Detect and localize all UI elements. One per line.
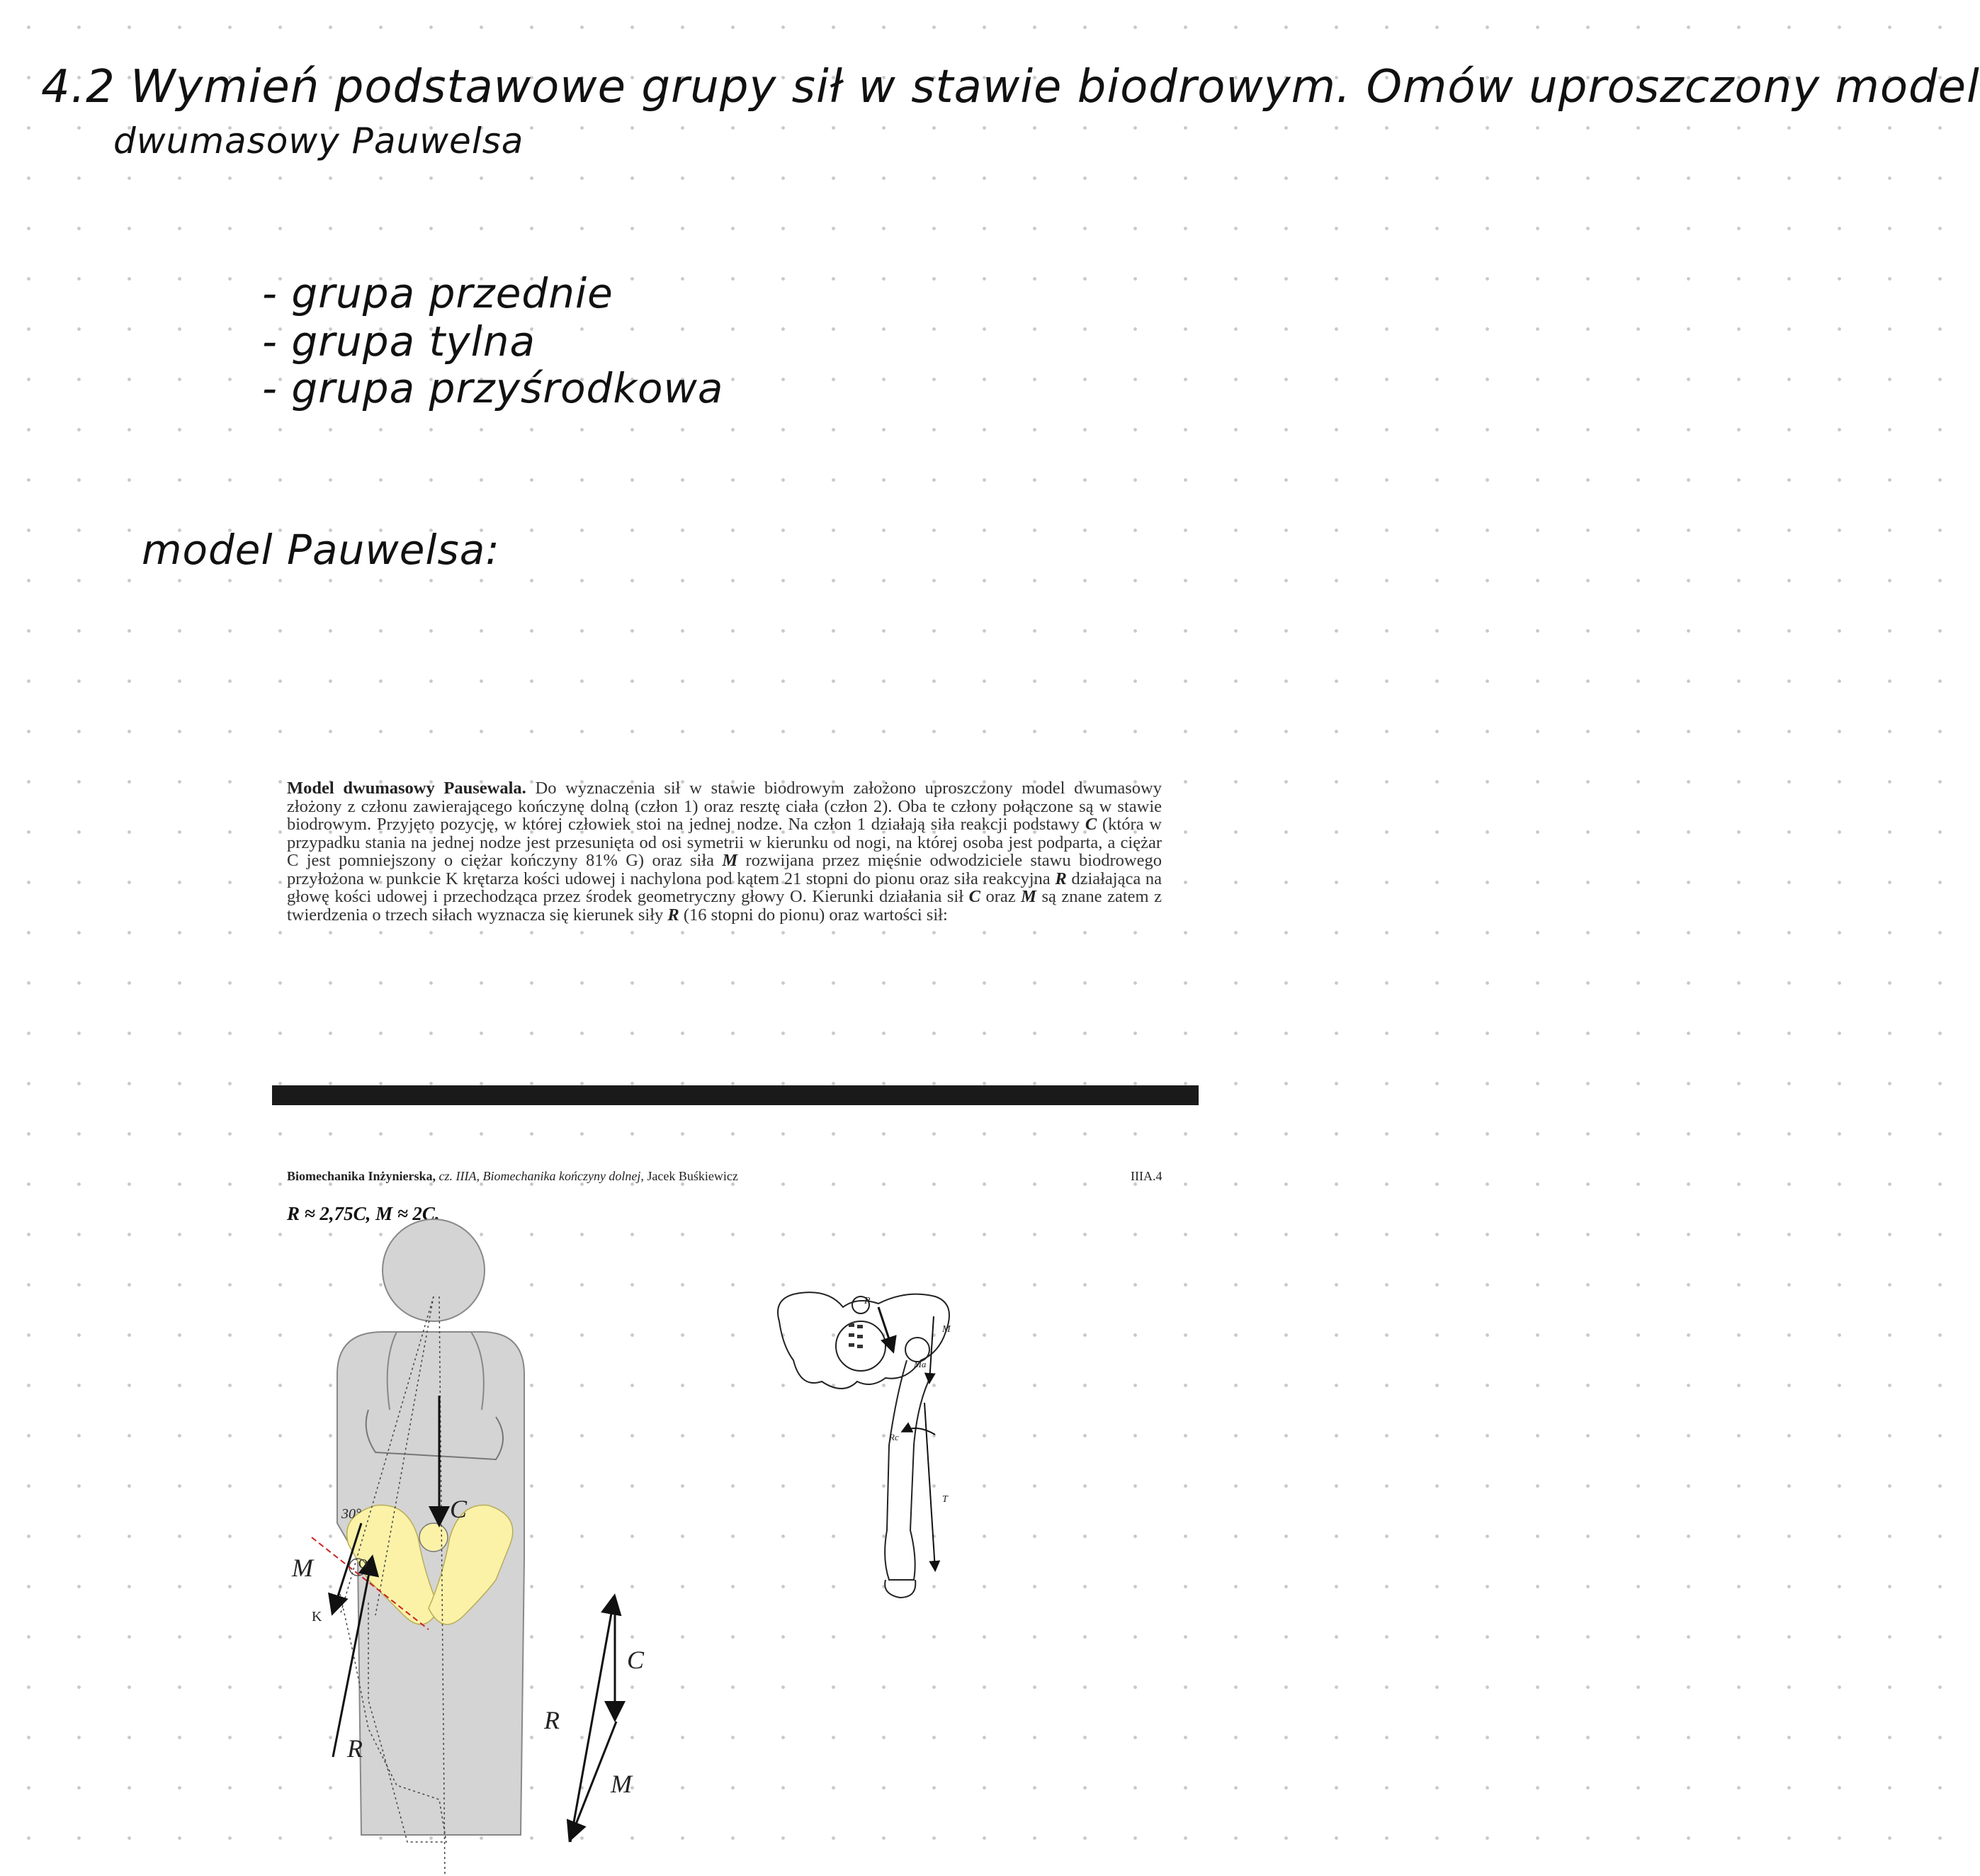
paragraph-text: (która w przypadku stania na jednej nodze jest przesunięta od osi symetrii w kierunku od nogi, na której osoba jest podparta, a ciężar C jest pomniejszony o ciężar kończyny 81% G) oraz siła <box>287 815 1162 870</box>
force-arrow-Rc <box>903 1428 935 1435</box>
triangle-label-R: R <box>544 1706 560 1734</box>
paragraph-text: działająca na głowę kości udowej i przechodząca przez środek geometryczny głowy O. Kierunki działania sił <box>287 869 1162 906</box>
force-triangle <box>543 1596 645 1842</box>
label-Ma: Ma <box>914 1359 927 1369</box>
model-label: model Pauwelsa: <box>142 526 500 574</box>
label-R: R <box>864 1296 871 1306</box>
label-R: R <box>347 1734 363 1763</box>
group-item: - grupa tylna <box>262 317 536 366</box>
label-K: K <box>312 1609 322 1624</box>
header-title: Biomechanika Inżynierska, <box>287 1169 436 1183</box>
label-O: O <box>358 1556 368 1571</box>
force-symbol: C <box>1085 815 1097 834</box>
label-M: M <box>942 1324 951 1335</box>
force-symbol: M <box>1021 887 1036 906</box>
triangle-label-C: C <box>627 1646 645 1674</box>
header-author: Jacek Buśkiewicz <box>643 1169 738 1183</box>
question-line-1: 4.2 Wymień podstawowe grupy sił w stawie biodrowym. Omów uproszczony model <box>41 61 1980 113</box>
force-symbol: R <box>1055 869 1067 888</box>
page-number: IIIA.4 <box>1131 1169 1162 1183</box>
paragraph-text: Do wyznaczenia sił w stawie biodrowym założono uproszczony model dwumasowy złożony z członu zawierającego kończynę dolną (człon 1) oraz resztę ciała (człon 2). Oba te człony połączone są w stawie biodrowym. Przyjęto pozycję, w której człowiek stoi na jednej nodze. Na człon 1 działają siła reakcji podstawy <box>287 779 1162 834</box>
pelvis-texture <box>849 1323 863 1348</box>
force-symbol: M <box>722 851 738 870</box>
paragraph-lead: Model dwumasowy Pausewala. <box>287 779 526 798</box>
angle-label: 30° <box>341 1506 361 1522</box>
force-arrow-T <box>924 1403 935 1569</box>
header-subtitle: cz. IIIA, Biomechanika kończyny dolnej, <box>436 1169 644 1183</box>
pelvis-femur-figure <box>765 1275 1006 1629</box>
triangle-label-M: M <box>611 1770 632 1798</box>
force-symbol: C <box>968 887 980 906</box>
force-symbol: R <box>667 905 679 925</box>
paragraph-text: oraz <box>980 887 1022 906</box>
paragraph-text: są znane zatem z twierdzenia o trzech siłach wyznacza się kierunek siły <box>287 887 1162 925</box>
label-Rc: Rc <box>889 1432 899 1442</box>
paragraph-text: rozwijana przez mięśnie odwodziciele stawu biodrowego przyłożona w punkcie K krętarza kości udowej i nachylona pod kątem 21 stopni do pionu oraz siła reakcyjna <box>287 851 1162 888</box>
group-item: - grupa przednie <box>262 269 613 317</box>
label-M: M <box>292 1554 313 1582</box>
paragraph-text: (16 stopni do pionu) oraz wartości sił: <box>679 905 948 925</box>
question-line-2: dwumasowy Pauwelsa <box>113 120 524 162</box>
bone-outline <box>778 1292 949 1598</box>
label-C: C <box>450 1495 468 1523</box>
group-item: - grupa przyśrodkowa <box>262 364 724 412</box>
label-T: T <box>942 1494 948 1505</box>
result-formula: R ≈ 2,75C, M ≈ 2C. <box>287 1203 440 1224</box>
